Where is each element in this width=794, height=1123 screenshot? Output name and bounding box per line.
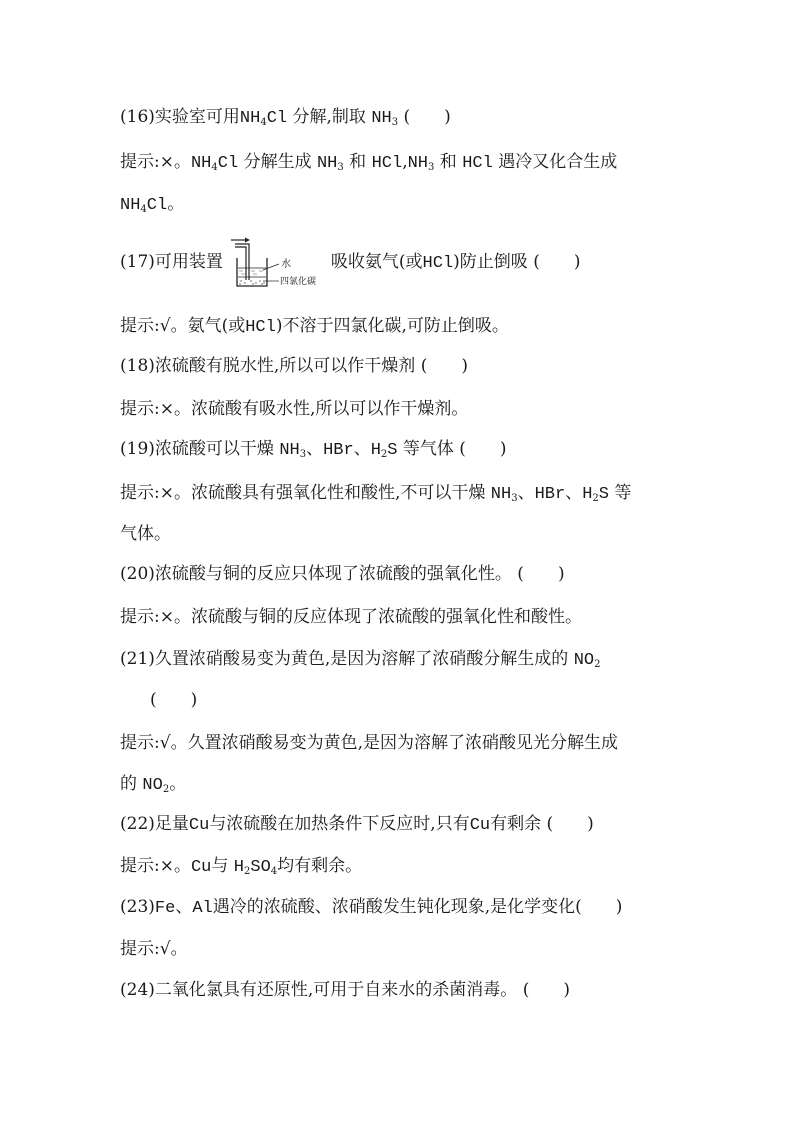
hint-19 (120, 482, 631, 506)
formula-text: H (582, 485, 593, 504)
question-number: (23) (120, 897, 155, 917)
hint-text: 等 (608, 483, 632, 503)
question-text: 、 (175, 897, 193, 917)
hint-23 (120, 938, 188, 960)
hint-mark: ×。 (159, 483, 191, 503)
hint-mark: √。 (159, 939, 188, 959)
hint-mark: ×。 (159, 152, 191, 172)
formula-text: HBr (534, 485, 566, 504)
question-text: 浓硫酸可以干燥 (154, 439, 280, 459)
formula-text: HBr (323, 441, 354, 460)
question-text: 浓硫酸有脱水性,所以可以作干燥剂 (154, 356, 416, 376)
subscript: 2 (594, 659, 601, 670)
answer-blank: ( ) (415, 356, 468, 376)
question-24 (120, 979, 570, 1001)
subscript: 4 (270, 866, 278, 877)
hint-mark: √。 (159, 733, 188, 753)
answer-blank: ( ) (575, 897, 623, 917)
question-17 (120, 232, 580, 292)
question-text: 足量 (154, 814, 189, 834)
hint-text: 的 (120, 774, 143, 794)
formula-text: Cl (146, 196, 168, 215)
question-number: (19) (120, 439, 155, 459)
formula-text: S (387, 441, 398, 460)
subscript: 2 (244, 866, 251, 877)
question-text: 二氧化氯具有还原性,可用于自来水的杀菌消毒。 (154, 980, 518, 1000)
hint-text: 和 (343, 152, 372, 172)
hint-16 (120, 151, 617, 175)
question-21 (120, 648, 601, 672)
hint-text: 。 (169, 774, 187, 794)
question-number: (22) (120, 814, 155, 834)
hint-22 (120, 855, 362, 879)
hint-text: 浓硫酸具有强氧化性和酸性,不可以干燥 (190, 483, 491, 503)
formula-text: NO (573, 651, 595, 670)
hint-label: 提示: (120, 316, 160, 336)
question-text: 、 (306, 439, 324, 459)
hint-text: 久置浓硝酸易变为黄色,是因为溶解了浓硝酸见光分解生成 (187, 733, 618, 753)
hint-mark: ×。 (159, 399, 191, 419)
question-number: (24) (120, 980, 155, 1000)
hint-label: 提示: (120, 152, 160, 172)
formula-text: S (598, 485, 609, 504)
subscript: 2 (380, 449, 388, 460)
hint-label: 提示: (120, 733, 160, 753)
formula-text: SO (250, 858, 271, 877)
question-16 (120, 106, 451, 130)
question-text: 、 (353, 439, 371, 459)
subscript: 4 (211, 162, 218, 173)
question-22 (120, 813, 594, 837)
subscript: 4 (260, 117, 267, 128)
absorption-apparatus-diagram (229, 236, 327, 290)
hint-17 (120, 315, 509, 339)
formula-text: Al (192, 899, 213, 918)
answer-blank: ( ) (541, 814, 594, 834)
hint-text: 浓硫酸有吸水性,所以可以作干燥剂。 (190, 399, 469, 419)
hint-text: 气体。 (120, 524, 171, 544)
hint-label: 提示: (120, 939, 160, 959)
formula-text: Cu (190, 858, 212, 877)
formula-text: Cu (469, 816, 491, 835)
question-23 (120, 896, 622, 920)
formula-text: NH (407, 154, 428, 173)
subscript: 4 (140, 204, 147, 215)
question-text: 实验室可用 (154, 107, 240, 127)
question-number: (20) (120, 564, 155, 584)
formula-text: NH (371, 109, 392, 128)
hint-mark: ×。 (159, 856, 191, 876)
answer-blank: ( ) (453, 439, 507, 459)
formula-text: HCl (422, 254, 454, 273)
question-text: 久置浓硝酸易变为黄色,是因为溶解了浓硝酸分解生成的 (154, 649, 574, 669)
subscript: 3 (428, 162, 435, 173)
formula-text: NH (279, 441, 300, 460)
subscript: 3 (337, 162, 344, 173)
subscript: 2 (162, 784, 170, 795)
hint-21-cont (120, 773, 186, 797)
answer-blank: ( ) (511, 564, 565, 584)
hint-text: 浓硫酸与铜的反应体现了浓硫酸的强氧化性和酸性。 (190, 607, 582, 627)
question-19 (120, 438, 507, 462)
hint-20 (120, 606, 582, 628)
answer-blank: ( ) (527, 252, 581, 272)
question-text: )防止倒吸 (453, 252, 528, 272)
formula-text: Cl (266, 109, 288, 128)
hint-label: 提示: (120, 607, 160, 627)
hint-text: 与 (211, 856, 234, 876)
hint-text: 、 (565, 483, 583, 503)
question-text: 等气体 (397, 439, 454, 459)
question-number: (16) (120, 107, 155, 127)
hint-19-cont (120, 523, 171, 545)
hint-mark: √。 (159, 316, 188, 336)
formula-text: NH (316, 154, 338, 173)
formula-text: HCl (245, 318, 276, 337)
label-ccl4: 四氯化碳 (279, 276, 316, 287)
question-number: (18) (120, 356, 155, 376)
question-text: 与浓硫酸在加热条件下反应时,只有 (209, 814, 470, 834)
question-text: 吸收氨气(或 (330, 252, 423, 272)
answer-blank: ( ) (517, 980, 570, 1000)
hint-text: 氨气(或 (187, 316, 246, 336)
hint-text: 。 (167, 194, 185, 214)
formula-text: NH (120, 196, 141, 215)
question-18 (120, 355, 468, 377)
subscript: 3 (391, 117, 399, 128)
hint-16-cont (120, 193, 184, 217)
answer-blank: ( ) (150, 690, 198, 710)
question-text: 遇冷的浓硫酸、浓硝酸发生钝化现象,是化学变化 (212, 897, 576, 917)
hint-label: 提示: (120, 399, 160, 419)
formula-text: NO (142, 776, 163, 795)
hint-text: 分解生成 (238, 152, 317, 172)
question-number: (17) (120, 252, 155, 272)
formula-text: H (233, 858, 244, 877)
answer-blank: ( ) (398, 107, 451, 127)
question-20 (120, 563, 565, 585)
hint-mark: ×。 (159, 607, 191, 627)
hint-label: 提示: (120, 483, 160, 503)
subscript: 3 (299, 449, 307, 460)
hint-18 (120, 398, 468, 420)
question-21-cont (150, 689, 197, 711)
hint-text: 遇冷又化合生成 (492, 152, 618, 172)
hint-text: 、 (517, 483, 535, 503)
formula-text: Cu (188, 816, 210, 835)
formula-text: H (370, 441, 381, 460)
formula-text: Fe (154, 899, 176, 918)
formula-text: HCl (462, 154, 493, 173)
hint-text: )不溶于四氯化碳,可防止倒吸。 (275, 316, 509, 336)
question-text: 有剩余 (490, 814, 542, 834)
formula-text: NH (190, 154, 212, 173)
formula-text: HCl (371, 154, 403, 173)
question-text: 分解,制取 (287, 107, 372, 127)
subscript: 2 (592, 493, 599, 504)
subscript: 3 (511, 493, 518, 504)
hint-text: , (402, 152, 408, 172)
hint-21 (120, 732, 618, 754)
question-text: 可用装置 (154, 252, 223, 272)
hint-text: 和 (434, 152, 463, 172)
formula-text: NH (239, 109, 261, 128)
hint-label: 提示: (120, 856, 160, 876)
hint-text: 均有剩余。 (277, 856, 363, 876)
question-text: 浓硫酸与铜的反应只体现了浓硫酸的强氧化性。 (154, 564, 512, 584)
label-water: 水 (280, 258, 291, 270)
formula-text: NH (490, 485, 512, 504)
formula-text: Cl (217, 154, 239, 173)
question-number: (21) (120, 649, 155, 669)
